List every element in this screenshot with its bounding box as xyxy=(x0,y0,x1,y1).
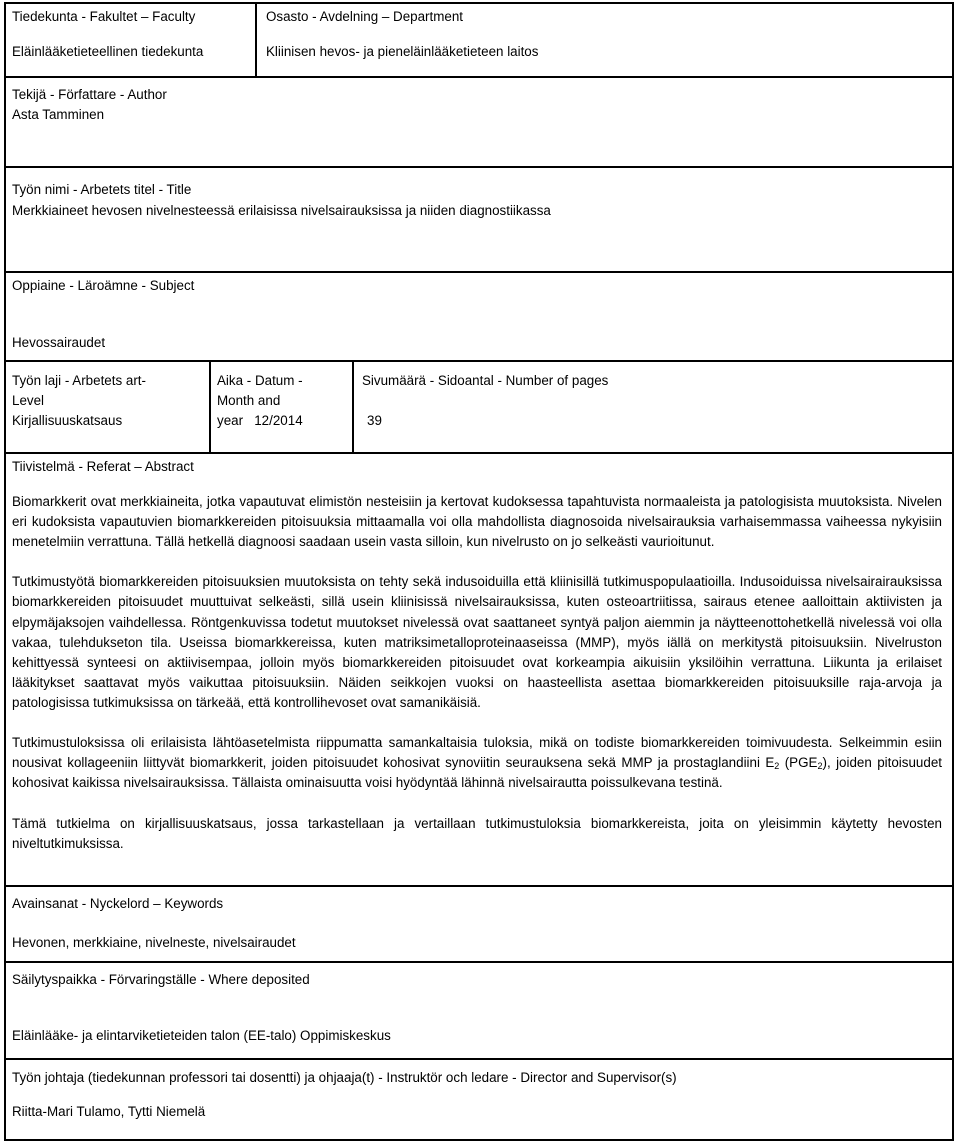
row-divider xyxy=(6,961,952,963)
row-divider xyxy=(6,76,952,78)
author-label: Tekijä - Författare - Author xyxy=(12,87,167,102)
pages-value: 39 xyxy=(367,413,382,428)
thesis-abstract-form xyxy=(4,2,954,1141)
department-value: Kliinisen hevos- ja pieneläinlääketieteen laitos xyxy=(266,44,539,59)
abstract-label: Tiivistelmä - Referat – Abstract xyxy=(12,459,194,474)
level-value: Kirjallisuuskatsaus xyxy=(12,413,123,428)
deposited-value: Eläinlääke- ja elintarviketieteiden talon (EE-talo) Oppimiskeskus xyxy=(12,1028,391,1043)
faculty-value: Eläinlääketieteellinen tiedekunta xyxy=(12,44,204,59)
abstract-paragraph: Biomarkkerit ovat merkkiaineita, jotka vapautuvat elimistön nesteisiin ja kertovat kudoksessa tapahtuvista normaaleista ja patologisista muutoksista. Nivelen eri kudoksista vapautuvien biomarkkereiden pitoisuuksia mittaamalla voi olla mahdollista diagnosoida nivelsairauksia varhaisemmassa vaiheessa nykyisiin menetelmiin verrattuna. Tällä hetkellä diagnoosi saadaan usein vasta silloin, kun nivelrusto on jo selkeästi vaurioitunut. xyxy=(12,494,942,550)
level-label-line2: Level xyxy=(12,393,45,408)
abstract-body xyxy=(12,492,942,854)
subject-value: Hevossairaudet xyxy=(12,335,106,350)
pages-label: Sivumäärä - Sidoantal - Number of pages xyxy=(362,373,609,388)
abstract-paragraph: Tämä tutkielma on kirjallisuuskatsaus, jossa tarkastellaan ja vertaillaan tutkimustuloksia biomarkkereista, joita on yleisimmin käytetty hevosten niveltutkimuksissa. xyxy=(12,815,942,851)
date-line3 xyxy=(217,411,303,431)
abstract-text: (PGE xyxy=(779,755,818,771)
date-pages-divider xyxy=(352,360,354,452)
abstract-text: ), joiden pitoisuudet kohosivat kaikissa nivelsairauksissa. Tällaista ominaisuutta voisi hyödyntää lähinnä nivelsairautta poissulkevana testinä. xyxy=(12,755,942,791)
subscript: 2 xyxy=(817,761,823,772)
thesis-title: Merkkiaineet hevosen nivelnesteessä erilaisissa nivelsairauksissa ja niiden diagnostiikassa xyxy=(12,203,551,218)
supervisors-value: Riitta-Mari Tulamo, Tytti Niemelä xyxy=(12,1104,206,1119)
deposited-label: Säilytyspaikka - Förvaringställe - Where deposited xyxy=(12,972,310,987)
row-divider xyxy=(6,166,952,168)
supervisors-label: Työn johtaja (tiedekunnan professori tai dosentti) ja ohjaaja(t) - Instruktör och ledare - Director and Supervisor(s) xyxy=(12,1070,677,1085)
date-label-line2: Month and xyxy=(217,393,281,408)
subscript: 2 xyxy=(774,761,780,772)
faculty-label: Tiedekunta - Fakultet – Faculty xyxy=(12,9,196,24)
department-label: Osasto - Avdelning – Department xyxy=(266,9,464,24)
level-date-divider xyxy=(209,360,211,452)
date-label: Aika - Datum - xyxy=(217,373,303,388)
row-divider xyxy=(6,360,952,362)
row-divider xyxy=(6,885,952,887)
abstract-paragraph xyxy=(12,733,942,793)
title-label: Työn nimi - Arbetets titel - Title xyxy=(12,182,192,197)
author-name: Asta Tamminen xyxy=(12,107,105,122)
row-divider xyxy=(6,452,952,454)
row-divider xyxy=(6,1058,952,1060)
row-divider xyxy=(6,271,952,273)
subject-label: Oppiaine - Läroämne - Subject xyxy=(12,278,195,293)
keywords-value: Hevonen, merkkiaine, nivelneste, nivelsairaudet xyxy=(12,935,296,950)
faculty-department-divider xyxy=(255,4,257,76)
level-label: Työn laji - Arbetets art- xyxy=(12,373,146,388)
abstract-text: Tutkimustuloksissa oli erilaisista lähtöasetelmista riippumatta samankaltaisia tuloksia, mikä on todiste biomarkkereiden toimivuudesta. Selkeimmin esiin nousivat kollageeniin liittyvät biomarkkerit, joiden pitoisuudet kohosivat synoviitin seurauksena sekä MMP ja prostaglandiini E xyxy=(12,735,942,771)
date-value: 12/2014 xyxy=(254,413,303,428)
date-label-year: year xyxy=(217,413,244,428)
abstract-paragraph: Tutkimustyötä biomarkkereiden pitoisuuksien muutoksista on tehty sekä indusoiduilla että kliinisillä tutkimuspopulaatioilla. Indusoiduissa nivelsairairauksissa biomarkkereiden pitoisuudet muuttuivat selkeästi, sillä usein kliinisissä nivelsairauksissa, kuten osteoartriitissa, sairaus etenee aalloittain aktiivisten ja elpymäjaksojen vaihdellessa. Röntgenkuvissa todetut muutokset nivelessä ovat saattaneet syntyä paljon aiemmin ja näytteenottohetkellä nivelessä voi olla vakaa, tulehdukseton tila. Useissa biomarkkereissa, kuten matriksimetalloproteinaaseissa (MMP), myös iällä on merkitystä pitoisuuksiin. Nivelruston kehittyessä synteesi on aktiivisempaa, jolloin myös biomarkkereiden pitoisuudet ovat korkeampia aikuisiin yksilöihin verrattuna. Liikunta ja erilaiset lääkitykset saattavat myös vaikuttaa pitoisuuksiin. Näiden seikkojen vuoksi on haasteellista asettaa biomarkkereiden pitoisuuksille raja-arvoja ja patologisissa tutkimuksissa on tärkeää, että kontrollihevoset ovat samanikäisiä. xyxy=(12,574,942,710)
keywords-label: Avainsanat - Nyckelord – Keywords xyxy=(12,896,224,911)
